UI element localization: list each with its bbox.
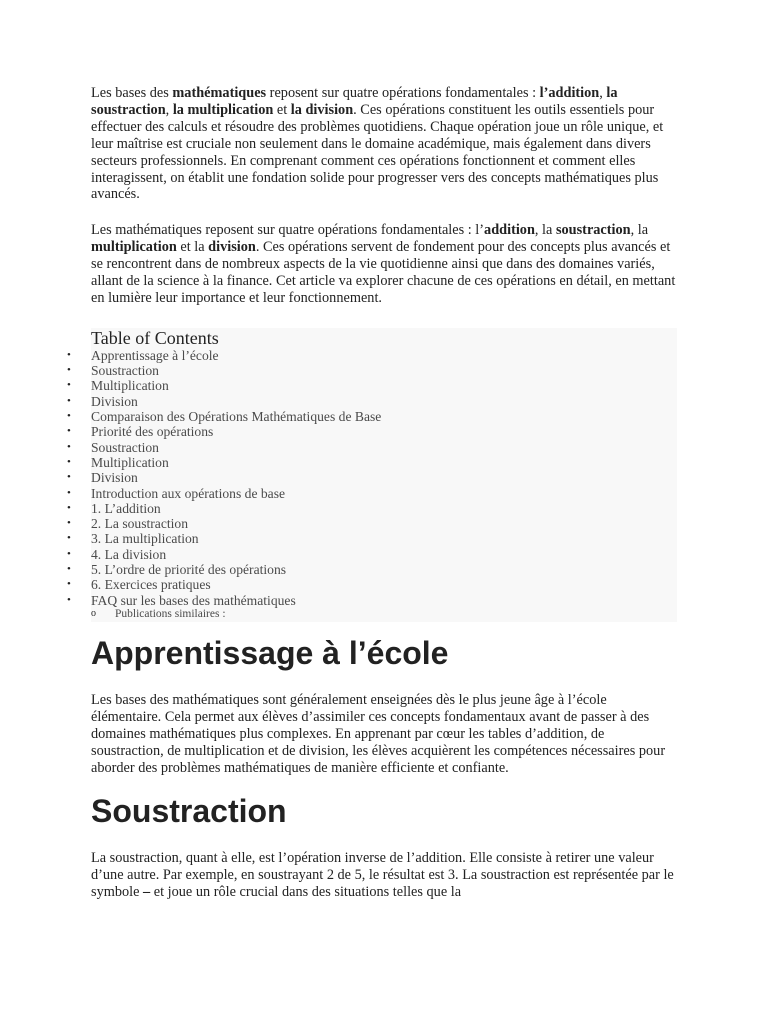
bullet-icon: •	[67, 440, 71, 453]
bullet-icon: •	[67, 486, 71, 499]
section-text-soustraction: La soustraction, quant à elle, est l’opération inverse de l’addition. Elle consiste à retirer une valeur d’une autre. Par exemple, en soustrayant 2 de 5, le résultat est 3. La soustraction est représentée par le symbole – et joue un rôle crucial dans des situations telles que la	[91, 850, 674, 901]
table-of-contents	[67, 327, 677, 622]
toc-item-label[interactable]: 5. L’ordre de priorité des opérations	[91, 562, 287, 578]
bullet-icon: •	[67, 547, 71, 560]
intro-paragraph-2: Les mathématiques reposent sur quatre opérations fondamentales : l’addition, la soustraction, la multiplication et la division. Ces opérations servent de fondement pour des concepts plus avancés et se rencontrent dans de nombreux aspects de la vie quotidienne ainsi que dans des domaines variés, allant de la science à la finance. Cet article va explorer chacune de ces opérations en détail, en mettant en lumière leur importance et leur fonctionnement.	[91, 222, 676, 306]
toc-item-label[interactable]: Soustraction	[91, 439, 159, 455]
toc-item[interactable]	[67, 409, 677, 425]
toc-item-label[interactable]: Priorité des opérations	[91, 424, 214, 440]
toc-item[interactable]	[67, 347, 677, 363]
bullet-icon: •	[67, 348, 71, 361]
toc-item[interactable]	[67, 546, 677, 562]
toc-item[interactable]	[67, 378, 677, 394]
bullet-icon: •	[67, 364, 71, 377]
toc-item-label[interactable]: Multiplication	[91, 378, 169, 394]
toc-item[interactable]	[67, 500, 677, 516]
toc-item[interactable]	[67, 577, 677, 593]
toc-subitem-label[interactable]: Publications similaires :	[115, 607, 226, 620]
toc-item-label[interactable]: 2. La soustraction	[91, 516, 189, 532]
toc-item-label[interactable]: 6. Exercices pratiques	[91, 577, 211, 593]
toc-item-label[interactable]: Division	[91, 470, 138, 486]
bullet-icon: •	[67, 471, 71, 484]
toc-item-label[interactable]: Soustraction	[91, 363, 159, 379]
toc-item-label[interactable]: 4. La division	[91, 546, 167, 562]
toc-item[interactable]	[67, 470, 677, 486]
section-text-apprentissage: Les bases des mathématiques sont généralement enseignées dès le plus jeune âge à l’école élémentaire. Cela permet aux élèves d’assimiler ces concepts fondamentaux avant de passer à des domaines mathématiques plus complexes. En apprenant par cœur les tables d’addition, de soustraction, de multiplication et de division, les élèves acquièrent les compétences nécessaires pour aborder des problèmes mathématiques de manière efficiente et confiante.	[91, 691, 666, 776]
toc-title: Table of Contents	[91, 327, 219, 348]
bullet-icon: •	[67, 455, 71, 468]
bullet-icon: •	[67, 425, 71, 438]
section-heading-soustraction: Soustraction	[91, 793, 287, 830]
toc-subitem[interactable]	[91, 608, 677, 620]
bullet-icon: •	[67, 563, 71, 576]
toc-item[interactable]	[67, 393, 677, 409]
toc-item[interactable]	[67, 454, 677, 470]
toc-item[interactable]	[67, 562, 677, 578]
toc-item-label[interactable]: 3. La multiplication	[91, 531, 199, 547]
document-page	[67, 85, 677, 901]
toc-item[interactable]	[67, 592, 677, 608]
toc-item-label[interactable]: 1. L’addition	[91, 500, 161, 516]
toc-item[interactable]	[67, 516, 677, 532]
bullet-icon: •	[67, 501, 71, 514]
toc-list	[67, 347, 677, 608]
bullet-icon: •	[67, 578, 71, 591]
toc-item[interactable]	[67, 439, 677, 455]
section-heading-apprentissage: Apprentissage à l’école	[91, 634, 449, 671]
bullet-icon: •	[67, 379, 71, 392]
toc-item-label[interactable]: Apprentissage à l’école	[91, 347, 219, 363]
bullet-icon: •	[67, 593, 71, 606]
toc-item[interactable]	[67, 424, 677, 440]
toc-item-label[interactable]: Multiplication	[91, 454, 169, 470]
toc-item[interactable]	[67, 485, 677, 501]
toc-item-label[interactable]: Comparaison des Opérations Mathématiques de Base	[91, 409, 382, 425]
toc-sublist	[91, 608, 677, 620]
bullet-icon: •	[67, 394, 71, 407]
bullet-icon: •	[67, 517, 71, 530]
circle-bullet-icon: o	[91, 607, 96, 619]
toc-item[interactable]	[67, 363, 677, 379]
toc-item-label[interactable]: FAQ sur les bases des mathématiques	[91, 592, 296, 608]
bullet-icon: •	[67, 410, 71, 423]
toc-item-label[interactable]: Introduction aux opérations de base	[91, 485, 286, 501]
bullet-icon: •	[67, 532, 71, 545]
toc-item[interactable]	[67, 531, 677, 547]
intro-paragraph-1: Les bases des mathématiques reposent sur quatre opérations fondamentales : l’addition, la soustraction, la multiplication et la division. Ces opérations constituent les outils essentiels pour effectuer des calculs et résoudre des problèmes quotidiens. Chaque opération joue un rôle unique, et leur maîtrise est cruciale non seulement dans le domaine académique, mais également dans divers secteurs professionnels. En comprenant comment ces opérations fonctionnent et comment elles interagissent, on établit une fondation solide pour progresser vers des concepts mathématiques plus avancés.	[91, 85, 664, 203]
toc-item-label[interactable]: Division	[91, 393, 138, 409]
minus-symbol: –	[143, 884, 151, 901]
